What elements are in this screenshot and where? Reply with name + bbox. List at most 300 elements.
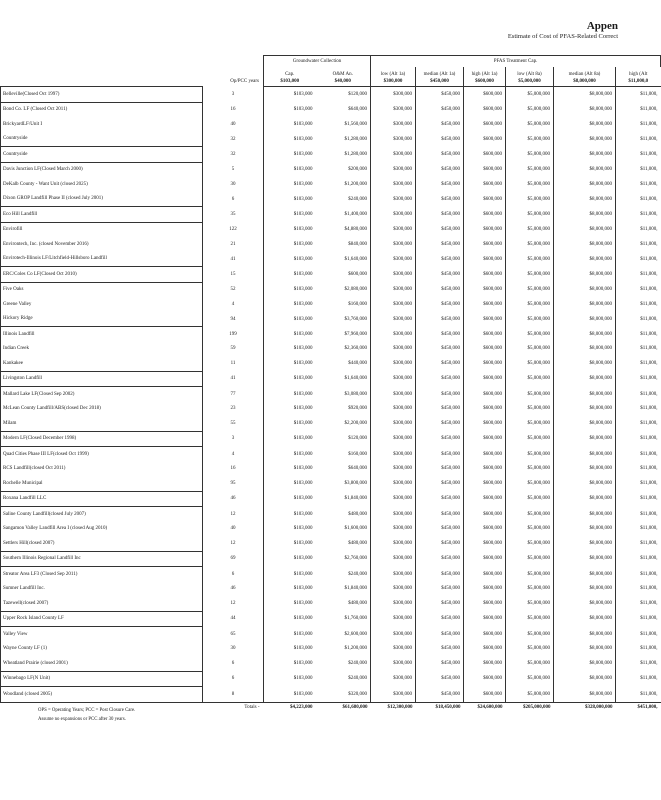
op-pcc-years: 30 [203,642,264,657]
table-row [1,102,661,117]
high-1a-cost: $600,000 [464,207,506,223]
median-1a-cost: $450,000 [416,611,464,627]
median-1a-cost: $450,000 [416,536,464,551]
facility-name: RCS Landfill(closed Oct 2011) [1,462,203,477]
high-8a-cost: $11,000, [616,356,661,371]
cap-cost: $103,000 [264,102,316,117]
op-pcc-years: 21 [203,237,264,252]
table-row [1,416,661,431]
op-pcc-years: 55 [203,416,264,431]
high-8a-cost: $11,000, [616,627,661,642]
high-1a-cost: $600,000 [464,282,506,297]
unit-cost-median-8a: $8,000,000 [554,77,616,87]
median-1a-cost: $450,000 [416,177,464,192]
high-8a-cost: $11,000, [616,267,661,283]
low-8a-cost: $5,000,000 [506,282,554,297]
op-pcc-years: 199 [203,327,264,342]
low-1a-cost: $300,000 [371,237,416,252]
op-pcc-years: 4 [203,447,264,462]
col-header-median-8a: median (Alt 8a) [554,67,616,77]
op-pcc-years: 12 [203,507,264,522]
table-row [1,507,661,522]
low-8a-cost: $5,000,000 [506,462,554,477]
om-cost: $480,000 [348,601,367,606]
median-8a-cost: $8,000,000 [554,462,616,477]
op-pcc-years: 69 [203,551,264,567]
high-8a-cost: $11,000, [616,102,661,117]
facility-name: Southern Illinois Regional Landfill Inc [1,551,203,567]
high-1a-cost: $600,000 [464,627,506,642]
median-8a-cost: $8,000,000 [554,687,616,703]
cap-cost: $103,000 [264,371,316,387]
high-1a-cost: $600,000 [464,582,506,597]
median-8a-cost: $8,000,000 [554,567,616,582]
om-cost: $1,200,000 [344,181,367,187]
cap-cost: $103,000 [264,671,316,687]
high-8a-cost: $11,000, [616,371,661,387]
unit-cost-om: $40,000 [316,77,371,87]
op-pcc-years: 32 [203,132,264,147]
low-8a-cost: $5,000,000 [506,192,554,207]
high-8a-cost: $11,000, [616,447,661,462]
low-1a-cost: $300,000 [371,462,416,477]
median-8a-cost: $8,000,000 [554,192,616,207]
high-8a-cost: $11,000, [616,611,661,627]
high-1a-cost: $600,000 [464,522,506,537]
median-8a-cost: $8,000,000 [554,102,616,117]
op-pcc-years: 52 [203,282,264,297]
high-1a-cost: $600,000 [464,102,506,117]
facility-name: Bond Co. LF (Closed Oct 2011) [1,102,203,117]
op-pcc-years: 6 [203,671,264,687]
low-8a-cost: $5,000,000 [506,102,554,117]
high-8a-cost: $11,000, [616,177,661,192]
om-cost: $480,000 [348,541,367,546]
low-1a-cost: $300,000 [371,162,416,177]
cap-cost: $103,000 [264,282,316,297]
om-cost: $1,640,000 [344,376,367,382]
low-8a-cost: $5,000,000 [506,491,554,507]
om-cost: $240,000 [348,676,367,682]
high-1a-cost: $600,000 [464,687,506,703]
op-pcc-years: 40 [203,522,264,537]
high-1a-cost: $600,000 [464,237,506,252]
om-cost: $1,280,000 [344,151,367,157]
cap-cost: $103,000 [264,536,316,551]
low-8a-cost: $5,000,000 [506,596,554,611]
total-low-8a: $205,000,000 [523,705,551,710]
median-8a-cost: $8,000,000 [554,522,616,537]
low-8a-cost: $5,000,000 [506,312,554,327]
cap-cost: $103,000 [264,117,316,132]
facility-name: Streator Area LF3 (Closed Sep 2011) [1,567,203,582]
facility-name: Environtech, Inc. (closed November 2016) [1,237,203,252]
median-8a-cost: $8,000,000 [554,551,616,567]
high-8a-cost: $11,000, [616,312,661,327]
op-pcc-years: 59 [203,342,264,357]
low-1a-cost: $300,000 [371,371,416,387]
high-1a-cost: $600,000 [464,312,506,327]
om-cost: $200,000 [348,167,367,172]
table-row [1,132,661,147]
low-8a-cost: $5,000,000 [506,356,554,371]
om-cost: $4,880,000 [344,227,367,232]
low-1a-cost: $300,000 [371,656,416,671]
facility-name: Quad Cities Phase III LF(closed Oct 1999) [1,447,203,462]
low-8a-cost: $5,000,000 [506,671,554,687]
table-row [1,177,661,192]
high-8a-cost: $11,000, [616,656,661,671]
median-1a-cost: $450,000 [416,222,464,237]
col-header-high-8a: high (Alt [616,67,661,77]
median-8a-cost: $8,000,000 [554,431,616,447]
om-cost: $240,000 [348,196,367,202]
facility-name: Envirofill [1,222,203,237]
om-cost: $240,000 [348,571,367,577]
median-8a-cost: $8,000,000 [554,312,616,327]
low-8a-cost: $5,000,000 [506,252,554,267]
facility-name: Valley View [1,627,203,642]
median-8a-cost: $8,000,000 [554,582,616,597]
cap-cost: $103,000 [264,551,316,567]
table-row [1,687,661,703]
om-cost: $1,560,000 [344,121,367,127]
median-1a-cost: $450,000 [416,371,464,387]
high-8a-cost: $11,000, [616,431,661,447]
table-row [1,476,661,491]
high-8a-cost: $11,000, [616,222,661,237]
facility-name: Upper Rock Island County LF [1,611,203,627]
median-1a-cost: $450,000 [416,687,464,703]
table-row [1,596,661,611]
high-1a-cost: $600,000 [464,117,506,132]
total-median-8a: $328,000,000 [585,705,613,710]
low-1a-cost: $300,000 [371,267,416,283]
op-pcc-years: 95 [203,476,264,491]
cap-cost: $103,000 [264,312,316,327]
op-pcc-years: 5 [203,162,264,177]
high-1a-cost: $600,000 [464,642,506,657]
table-row [1,147,661,163]
low-1a-cost: $300,000 [371,507,416,522]
table-row [1,522,661,537]
median-1a-cost: $450,000 [416,387,464,402]
low-1a-cost: $300,000 [371,687,416,703]
table-row [1,491,661,507]
median-8a-cost: $8,000,000 [554,536,616,551]
median-8a-cost: $8,000,000 [554,642,616,657]
low-8a-cost: $5,000,000 [506,522,554,537]
table-row [1,431,661,447]
low-8a-cost: $5,000,000 [506,267,554,283]
median-1a-cost: $450,000 [416,567,464,582]
unit-cost-high-8a: $11,000,0 [616,77,661,87]
low-1a-cost: $300,000 [371,416,416,431]
low-1a-cost: $300,000 [371,342,416,357]
high-1a-cost: $600,000 [464,611,506,627]
high-8a-cost: $11,000, [616,147,661,163]
high-8a-cost: $11,000, [616,416,661,431]
cap-cost: $103,000 [264,507,316,522]
low-8a-cost: $5,000,000 [506,431,554,447]
high-8a-cost: $11,000, [616,87,661,103]
cost-table-body [1,87,661,703]
op-pcc-years: 94 [203,312,264,327]
high-1a-cost: $600,000 [464,192,506,207]
table-row [1,267,661,283]
facility-name: Countryside [1,132,203,147]
median-1a-cost: $450,000 [416,237,464,252]
low-8a-cost: $5,000,000 [506,627,554,642]
low-1a-cost: $300,000 [371,611,416,627]
op-pcc-years: 65 [203,627,264,642]
median-1a-cost: $450,000 [416,447,464,462]
cap-cost: $103,000 [264,207,316,223]
table-row [1,642,661,657]
high-8a-cost: $11,000, [616,342,661,357]
facility-name: Illinois Landfill [1,327,203,342]
median-1a-cost: $450,000 [416,671,464,687]
table-row [1,162,661,177]
cap-cost: $103,000 [264,177,316,192]
high-1a-cost: $600,000 [464,551,506,567]
op-pcc-years: 6 [203,192,264,207]
total-high-8a: $451,000, [637,705,658,710]
om-cost: $2,080,000 [344,287,367,292]
low-1a-cost: $300,000 [371,402,416,417]
cap-cost: $103,000 [264,567,316,582]
table-row [1,87,661,103]
median-8a-cost: $8,000,000 [554,282,616,297]
high-1a-cost: $600,000 [464,356,506,371]
low-1a-cost: $300,000 [371,102,416,117]
cap-cost: $103,000 [264,297,316,312]
low-8a-cost: $5,000,000 [506,371,554,387]
om-cost: $1,200,000 [344,646,367,652]
op-pcc-years: 15 [203,267,264,283]
unit-cost-high-1a: $600,000 [464,77,506,87]
median-1a-cost: $450,000 [416,431,464,447]
totals-label: Totals - [244,705,260,710]
om-cost: $1,760,000 [344,616,367,622]
cap-cost: $103,000 [264,491,316,507]
high-8a-cost: $11,000, [616,237,661,252]
low-1a-cost: $300,000 [371,582,416,597]
col-header-om: O&M An. [332,72,353,77]
op-pcc-years: 12 [203,596,264,611]
median-8a-cost: $8,000,000 [554,132,616,147]
low-1a-cost: $300,000 [371,312,416,327]
median-1a-cost: $450,000 [416,192,464,207]
median-1a-cost: $450,000 [416,642,464,657]
cap-cost: $103,000 [264,267,316,283]
cap-cost: $103,000 [264,356,316,371]
om-cost: $1,640,000 [344,256,367,262]
cap-cost: $103,000 [264,596,316,611]
low-1a-cost: $300,000 [371,536,416,551]
table-row [1,551,661,567]
total-median-1a: $18,450,000 [435,705,461,710]
cap-cost: $103,000 [264,431,316,447]
low-8a-cost: $5,000,000 [506,447,554,462]
col-header-low-8a: low (Alt 8a) [506,67,554,77]
low-8a-cost: $5,000,000 [506,342,554,357]
table-row [1,327,661,342]
page-title: Appen [586,20,618,32]
cap-cost: $103,000 [264,627,316,642]
high-8a-cost: $11,000, [616,642,661,657]
facility-name: Kankakee [1,356,203,371]
high-8a-cost: $11,000, [616,192,661,207]
table-row [1,117,661,132]
unit-cost-low-8a: $5,000,000 [506,77,554,87]
low-1a-cost: $300,000 [371,491,416,507]
median-8a-cost: $8,000,000 [554,656,616,671]
op-pcc-years: 3 [203,431,264,447]
op-pcc-years: 41 [203,371,264,387]
facility-name: Winnebago LF(N Unit) [1,671,203,687]
facility-name: McLean County Landfill/ABS(closed Dec 2018) [1,402,203,417]
low-8a-cost: $5,000,000 [506,162,554,177]
low-1a-cost: $300,000 [371,222,416,237]
table-row [1,462,661,477]
low-8a-cost: $5,000,000 [506,476,554,491]
footnotes [38,706,135,724]
median-1a-cost: $450,000 [416,267,464,283]
median-8a-cost: $8,000,000 [554,447,616,462]
op-pcc-years: 46 [203,582,264,597]
low-8a-cost: $5,000,000 [506,567,554,582]
cap-cost: $103,000 [264,237,316,252]
om-cost: $3,760,000 [344,316,367,322]
table-row [1,567,661,582]
median-8a-cost: $8,000,000 [554,476,616,491]
low-1a-cost: $300,000 [371,387,416,402]
footnote-abbreviations: OPS = Operating Years; PCC = Post Closure Care. [38,708,136,713]
median-1a-cost: $450,000 [416,656,464,671]
low-1a-cost: $300,000 [371,642,416,657]
col-header-op-pcc: Op/PCC years [230,79,259,85]
low-1a-cost: $300,000 [371,252,416,267]
low-8a-cost: $5,000,000 [506,177,554,192]
low-8a-cost: $5,000,000 [506,642,554,657]
om-cost: $640,000 [348,107,367,112]
cap-cost: $103,000 [264,476,316,491]
low-1a-cost: $300,000 [371,356,416,371]
median-8a-cost: $8,000,000 [554,297,616,312]
om-cost: $3,800,000 [344,481,367,486]
op-pcc-years: 32 [203,147,264,163]
high-8a-cost: $11,000, [616,282,661,297]
high-1a-cost: $600,000 [464,87,506,103]
om-cost: $2,600,000 [344,631,367,637]
median-1a-cost: $450,000 [416,462,464,477]
cap-cost: $103,000 [264,252,316,267]
high-1a-cost: $600,000 [464,507,506,522]
median-1a-cost: $450,000 [416,507,464,522]
facility-name: Wheatland Prairie (closed 2001) [1,656,203,671]
facility-name: Dixon GROP Landfill Phase II (closed July 2001) [1,192,203,207]
median-8a-cost: $8,000,000 [554,177,616,192]
facility-name: Mallard Lake LF(Closed Sep 2002) [1,387,203,402]
median-8a-cost: $8,000,000 [554,327,616,342]
high-8a-cost: $11,000, [616,117,661,132]
cap-cost: $103,000 [264,416,316,431]
om-cost: $440,000 [348,361,367,366]
low-8a-cost: $5,000,000 [506,147,554,163]
high-1a-cost: $600,000 [464,162,506,177]
high-8a-cost: $11,000, [616,671,661,687]
facility-name: Davis Junction LF(Closed March 2000) [1,162,203,177]
total-om: $61,680,000 [342,705,368,710]
median-1a-cost: $450,000 [416,282,464,297]
median-1a-cost: $450,000 [416,207,464,223]
high-1a-cost: $600,000 [464,462,506,477]
median-1a-cost: $450,000 [416,476,464,491]
low-1a-cost: $300,000 [371,522,416,537]
high-8a-cost: $11,000, [616,207,661,223]
median-8a-cost: $8,000,000 [554,342,616,357]
median-8a-cost: $8,000,000 [554,371,616,387]
group-header-pfas: PFAS Treatment Cap. [371,56,661,68]
median-1a-cost: $450,000 [416,312,464,327]
om-cost: $1,280,000 [344,136,367,142]
high-8a-cost: $11,000, [616,507,661,522]
om-cost: $600,000 [348,271,367,277]
facility-name: Settlers Hill(closed 2007) [1,536,203,551]
cap-cost: $103,000 [264,642,316,657]
high-8a-cost: $11,000, [616,297,661,312]
median-8a-cost: $8,000,000 [554,237,616,252]
median-8a-cost: $8,000,000 [554,117,616,132]
cap-cost: $103,000 [264,402,316,417]
high-8a-cost: $11,000, [616,687,661,703]
median-1a-cost: $450,000 [416,356,464,371]
median-1a-cost: $450,000 [416,87,464,103]
om-cost: $160,000 [348,451,367,457]
om-cost: $2,760,000 [344,556,367,562]
table-row [1,356,661,371]
col-header-cap: Cap. [264,67,316,77]
low-1a-cost: $300,000 [371,192,416,207]
low-1a-cost: $300,000 [371,132,416,147]
median-1a-cost: $450,000 [416,132,464,147]
low-8a-cost: $5,000,000 [506,536,554,551]
table-row [1,207,661,223]
cap-cost: $103,000 [264,342,316,357]
low-8a-cost: $5,000,000 [506,87,554,103]
high-1a-cost: $600,000 [464,656,506,671]
high-1a-cost: $600,000 [464,447,506,462]
op-pcc-years: 4 [203,297,264,312]
om-cost: $2,200,000 [344,421,367,426]
median-1a-cost: $450,000 [416,102,464,117]
high-8a-cost: $11,000, [616,551,661,567]
cap-cost: $103,000 [264,687,316,703]
col-header-high-1a: high (Alt 1a) [464,67,506,77]
cost-table [0,55,661,713]
om-cost: $1,400,000 [344,211,367,217]
low-8a-cost: $5,000,000 [506,117,554,132]
op-pcc-years: 40 [203,117,264,132]
cap-cost: $103,000 [264,582,316,597]
median-8a-cost: $8,000,000 [554,611,616,627]
low-8a-cost: $5,000,000 [506,222,554,237]
low-1a-cost: $300,000 [371,177,416,192]
median-1a-cost: $450,000 [416,582,464,597]
om-cost: $480,000 [348,511,367,517]
high-8a-cost: $11,000, [616,596,661,611]
